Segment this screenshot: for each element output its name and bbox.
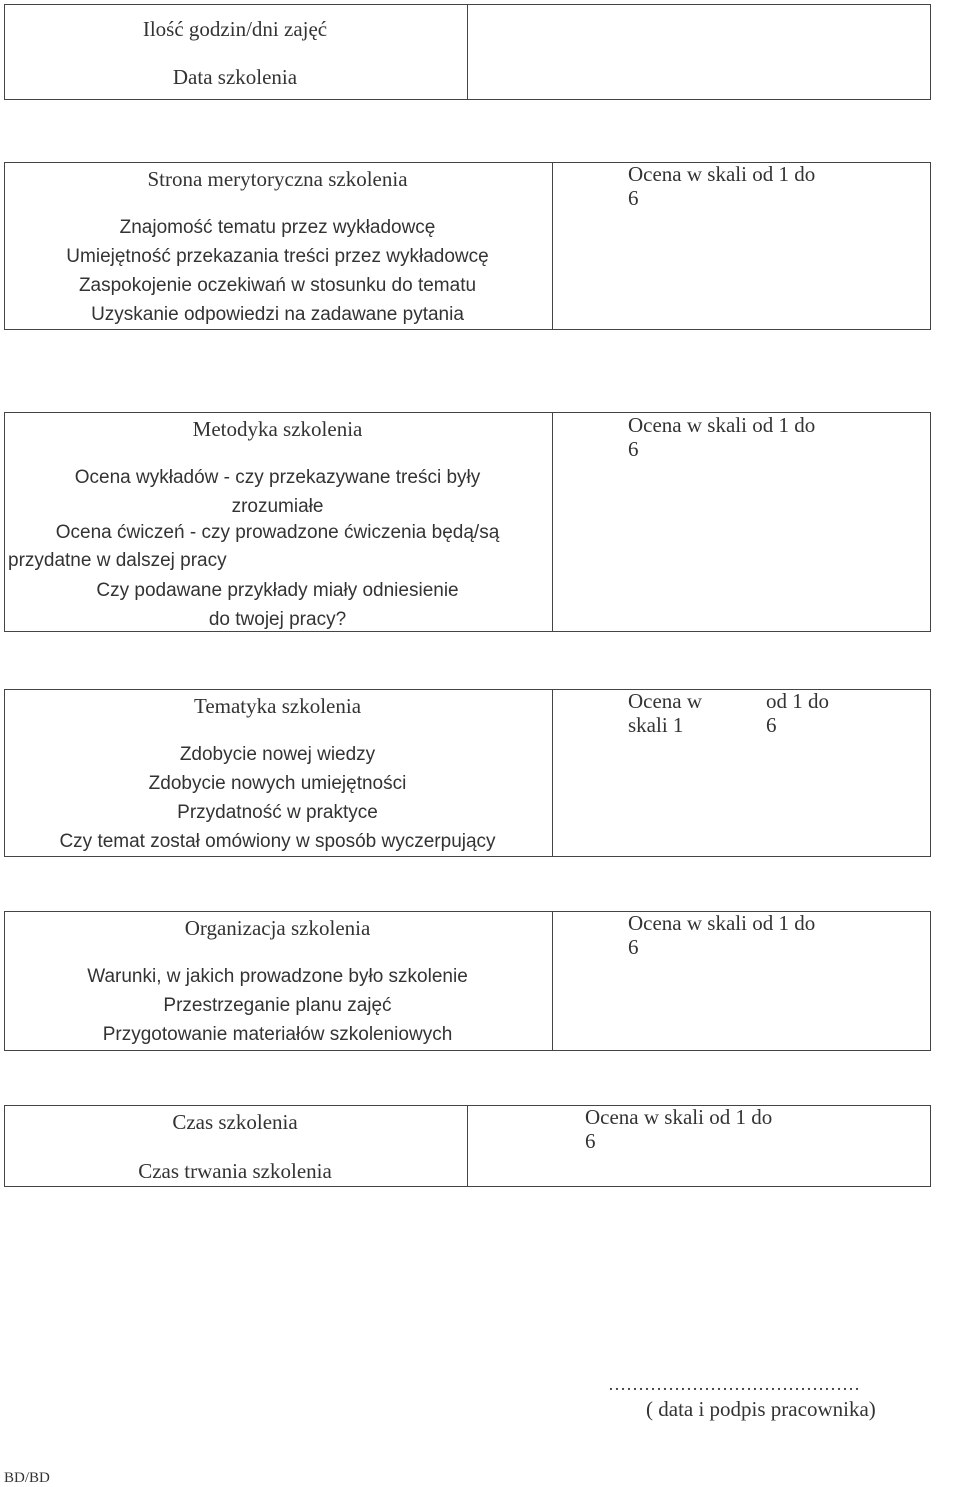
organization-item: Przygotowanie materiałów szkoleniowych (102, 1024, 453, 1045)
methodology-section-title: Metodyka szkolenia (192, 417, 363, 441)
content-section-title: Strona merytoryczna szkolenia (147, 167, 408, 191)
section-divider (552, 413, 553, 631)
signature-dots: …………………………………… (608, 1374, 860, 1394)
organization-section-title: Organizacja szkolenia (184, 916, 371, 940)
topic-rating-header-a: Ocena w (628, 689, 703, 713)
section-divider (467, 1106, 468, 1186)
organization-item: Przestrzeganie planu zajęć (163, 995, 392, 1016)
time-item: Czas trwania szkolenia (138, 1159, 332, 1183)
organization-item: Warunki, w jakich prowadzone było szkolenie (87, 966, 468, 987)
topic-item: Czy temat został omówiony w sposób wyczerpujący (59, 831, 496, 852)
topic-rating-header-b: od 1 do (766, 689, 829, 713)
methodology-rating-max: 6 (628, 437, 639, 461)
topic-item: Przydatność w praktyce (177, 802, 378, 823)
topic-section-title: Tematyka szkolenia (193, 694, 362, 718)
content-item: Umiejętność przekazania treści przez wykładowcę (66, 246, 489, 267)
content-item: Zaspokojenie oczekiwań w stosunku do tematu (78, 275, 477, 296)
section-divider (552, 690, 553, 856)
methodology-item: do twojej pracy? (208, 609, 347, 630)
topic-rating-max: 6 (766, 713, 777, 737)
topic-rating-header-a2: skali 1 (628, 713, 684, 737)
organization-rating-header: Ocena w skali od 1 do (628, 911, 816, 935)
topic-item: Zdobycie nowych umiejętności (148, 773, 407, 794)
methodology-rating-header: Ocena w skali od 1 do (628, 413, 816, 437)
content-rating-max: 6 (628, 186, 639, 210)
methodology-item: zrozumiałe (231, 496, 324, 517)
methodology-item: Czy podawane przykłady miały odniesienie (96, 580, 459, 601)
hours-days-label: Ilość godzin/dni zajęć (142, 17, 328, 41)
content-item: Znajomość tematu przez wykładowcę (119, 217, 436, 238)
time-rating-max: 6 (585, 1129, 596, 1153)
time-rating-header: Ocena w skali od 1 do (585, 1105, 773, 1129)
signature-label: ( data i podpis pracownika) (646, 1397, 876, 1421)
organization-rating-max: 6 (628, 935, 639, 959)
methodology-item: Ocena wykładów - czy przekazywane treści były (74, 467, 481, 488)
footer-code: BD/BD (4, 1470, 50, 1486)
methodology-item: Ocena ćwiczeń - czy prowadzone ćwiczenia będą/są (55, 522, 500, 543)
section-divider (552, 163, 553, 329)
section-divider (552, 912, 553, 1050)
content-item: Uzyskanie odpowiedzi na zadawane pytania (91, 304, 464, 325)
methodology-item: przydatne w dalszej pracy (8, 550, 227, 571)
content-rating-header: Ocena w skali od 1 do (628, 162, 816, 186)
topic-item: Zdobycie nowej wiedzy (179, 744, 376, 765)
training-date-label: Data szkolenia (172, 65, 298, 89)
header-divider (467, 5, 468, 99)
time-section-title: Czas szkolenia (172, 1110, 298, 1134)
